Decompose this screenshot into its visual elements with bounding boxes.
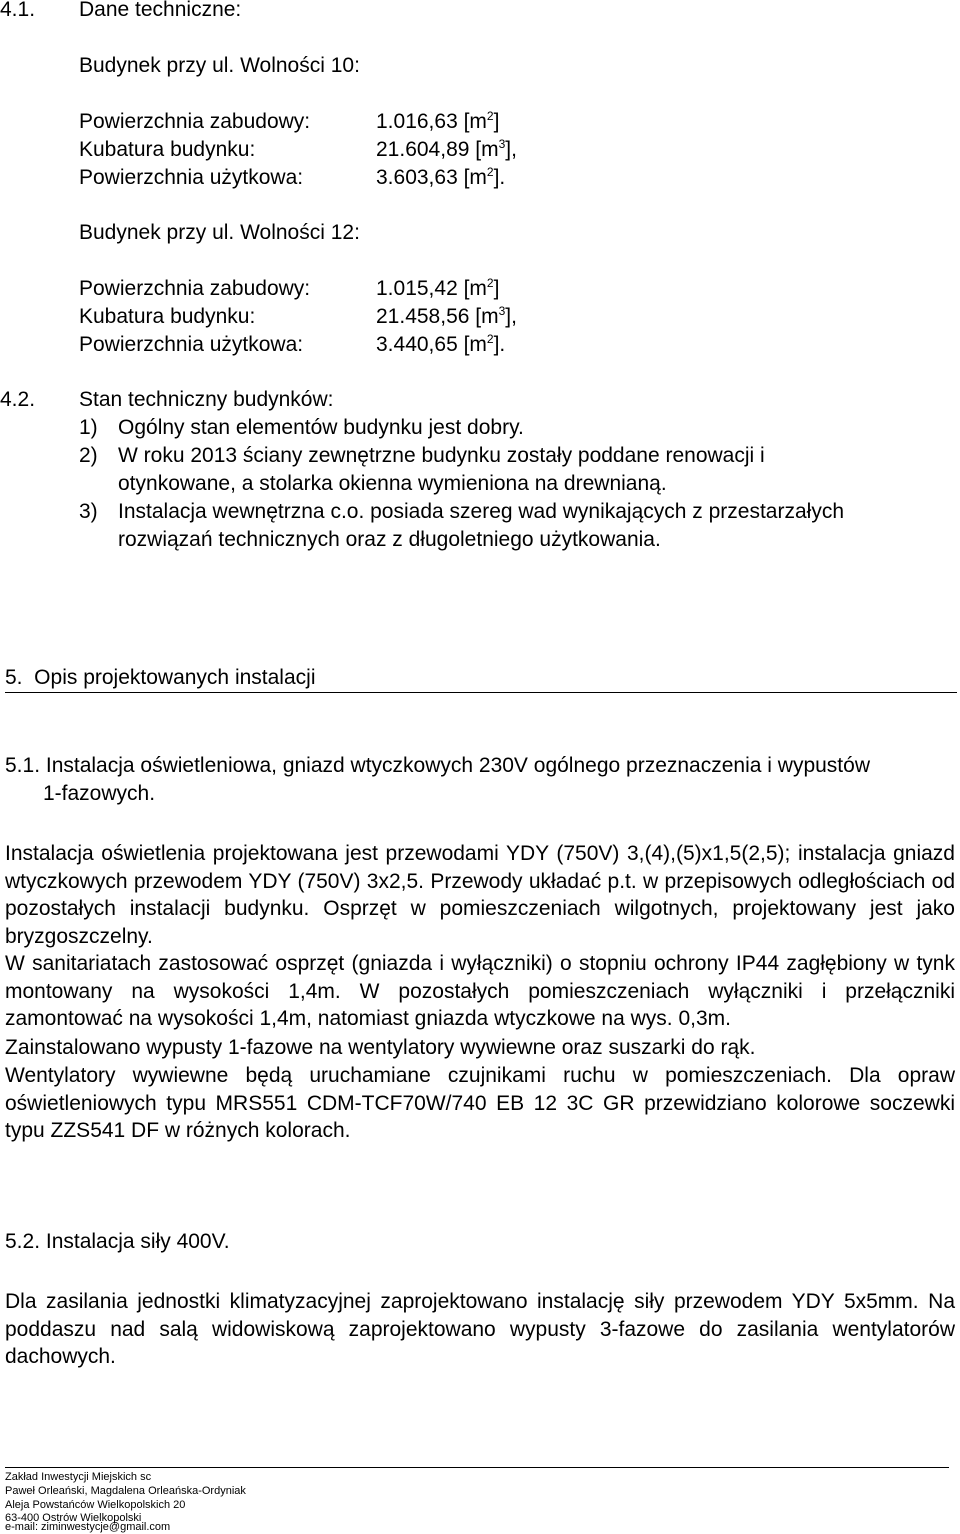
paragraph: Zainstalowano wypusty 1-fazowe na wentylatory wywiewne oraz suszarki do rąk. [5,1036,756,1059]
list-item-text: otynkowane, a stolarka okienna wymieniona na drewnianą. [118,472,667,495]
paragraph: W sanitariatach zastosować osprzęt (gniazda i wyłączniki) o stopniu ochrony IP44 zagłębiony w tynk montowany na wysokości 1,4m. W pozostałych pomieszczeniach wyłączniki i przełączniki zamontować na wysokości 1,4m, natomiast gniazda wtyczkowe na wys. 0,3m. [5,952,955,1031]
footer-email: e-mail: ziminwestycje@gmail.com [5,1521,171,1533]
b12-row-label: Powierzchnia użytkowa: [79,333,304,356]
b12-row-value: 21.458,56 $[m^3]$, [376,304,517,328]
paragraph: Instalacja oświetlenia projektowana jest przewodami YDY (750V) 3,(4),(5)x1,5(2,5); instalacja gniazd wtyczkowych przewodem YDY (750V) 3x2,5. Przewody układać p.t. w przepisowych odległościach od pozostałych instalacji budynku. Osprzęt w pomieszczeniach wilgotnych, projektowany jest jako bryzgoszczelny. [5,842,955,948]
b10-row-value: 3.603,63 $[m^2]$. [376,165,506,189]
section-4-1-title: Dane techniczne: [79,0,242,21]
section-5-rule [5,692,957,693]
section-5-2-heading: 5.2. Instalacja siły 400V. [5,1230,230,1253]
b10-row-label: Kubatura budynku: [79,138,256,161]
b10-row-value: 1.016,63 $[m^2]$ [376,109,500,133]
footer-line: 63-400 Ostrów Wielkopolski [5,1512,142,1524]
b10-row-label: Powierzchnia zabudowy: [79,110,311,133]
list-item-number: 2) [79,444,98,467]
paragraph: Dla zasilania jednostki klimatyzacyjnej zaprojektowano instalację siły przewodem YDY 5x5mm. Na poddaszu nad salą widowiskową zaprojektowano wypusty 3-fazowe do zasilania wentylatorów dachowych. [5,1290,955,1369]
section-4-2-number: 4.2. [0,388,36,411]
list-item-number: 3) [79,500,98,523]
section-5-1-heading-cont: 1-fazowych. [43,782,156,805]
b12-row-value: 1.015,42 $[m^2]$ [376,276,500,300]
footer-line: Zakład Inwestycji Miejskich sc [5,1471,152,1483]
footer-line: Aleja Powstańców Wielkopolskich 20 [5,1499,186,1511]
section-4-1-number: 4.1. [0,0,36,21]
footer-rule [5,1467,949,1468]
section-4-2-title: Stan techniczny budynków: [79,388,334,411]
building-10-title: Budynek przy ul. Wolności 10: [79,54,360,77]
paragraph: Wentylatory wywiewne będą uruchamiane czujnikami ruchu w pomieszczeniach. Dla opraw oświetleniowych typu MRS551 CDM-TCF70W/740 EB 12 3C GR przewidziano kolorowe soczewki typu ZZS541 DF w różnych kolorach. [5,1064,955,1143]
footer-line: Paweł Orleański, Magdalena Orleańska-Ordyniak [5,1485,246,1497]
list-item-text: rozwiązań technicznych oraz z długoletniego użytkowania. [118,528,661,551]
list-item-number: 1) [79,416,98,439]
b12-row-value: 3.440,65 $[m^2]$. [376,332,506,356]
b12-row-label: Kubatura budynku: [79,305,256,328]
b12-row-label: Powierzchnia zabudowy: [79,277,311,300]
list-item-text: W roku 2013 ściany zewnętrzne budynku zostały poddane renowacji i [118,444,765,467]
list-item-text: Ogólny stan elementów budynku jest dobry. [118,416,524,439]
building-12-title: Budynek przy ul. Wolności 12: [79,221,360,244]
section-5-heading: 5. Opis projektowanych instalacji [5,666,316,689]
b10-row-value: 21.604,89 $[m^3]$, [376,137,517,161]
section-5-1-heading: 5.1. Instalacja oświetleniowa, gniazd wtyczkowych 230V ogólnego przeznaczenia i wypustów [5,754,870,777]
b10-row-label: Powierzchnia użytkowa: [79,166,304,189]
list-item-text: Instalacja wewnętrzna c.o. posiada szereg wad wynikających z przestarzałych [118,500,845,523]
